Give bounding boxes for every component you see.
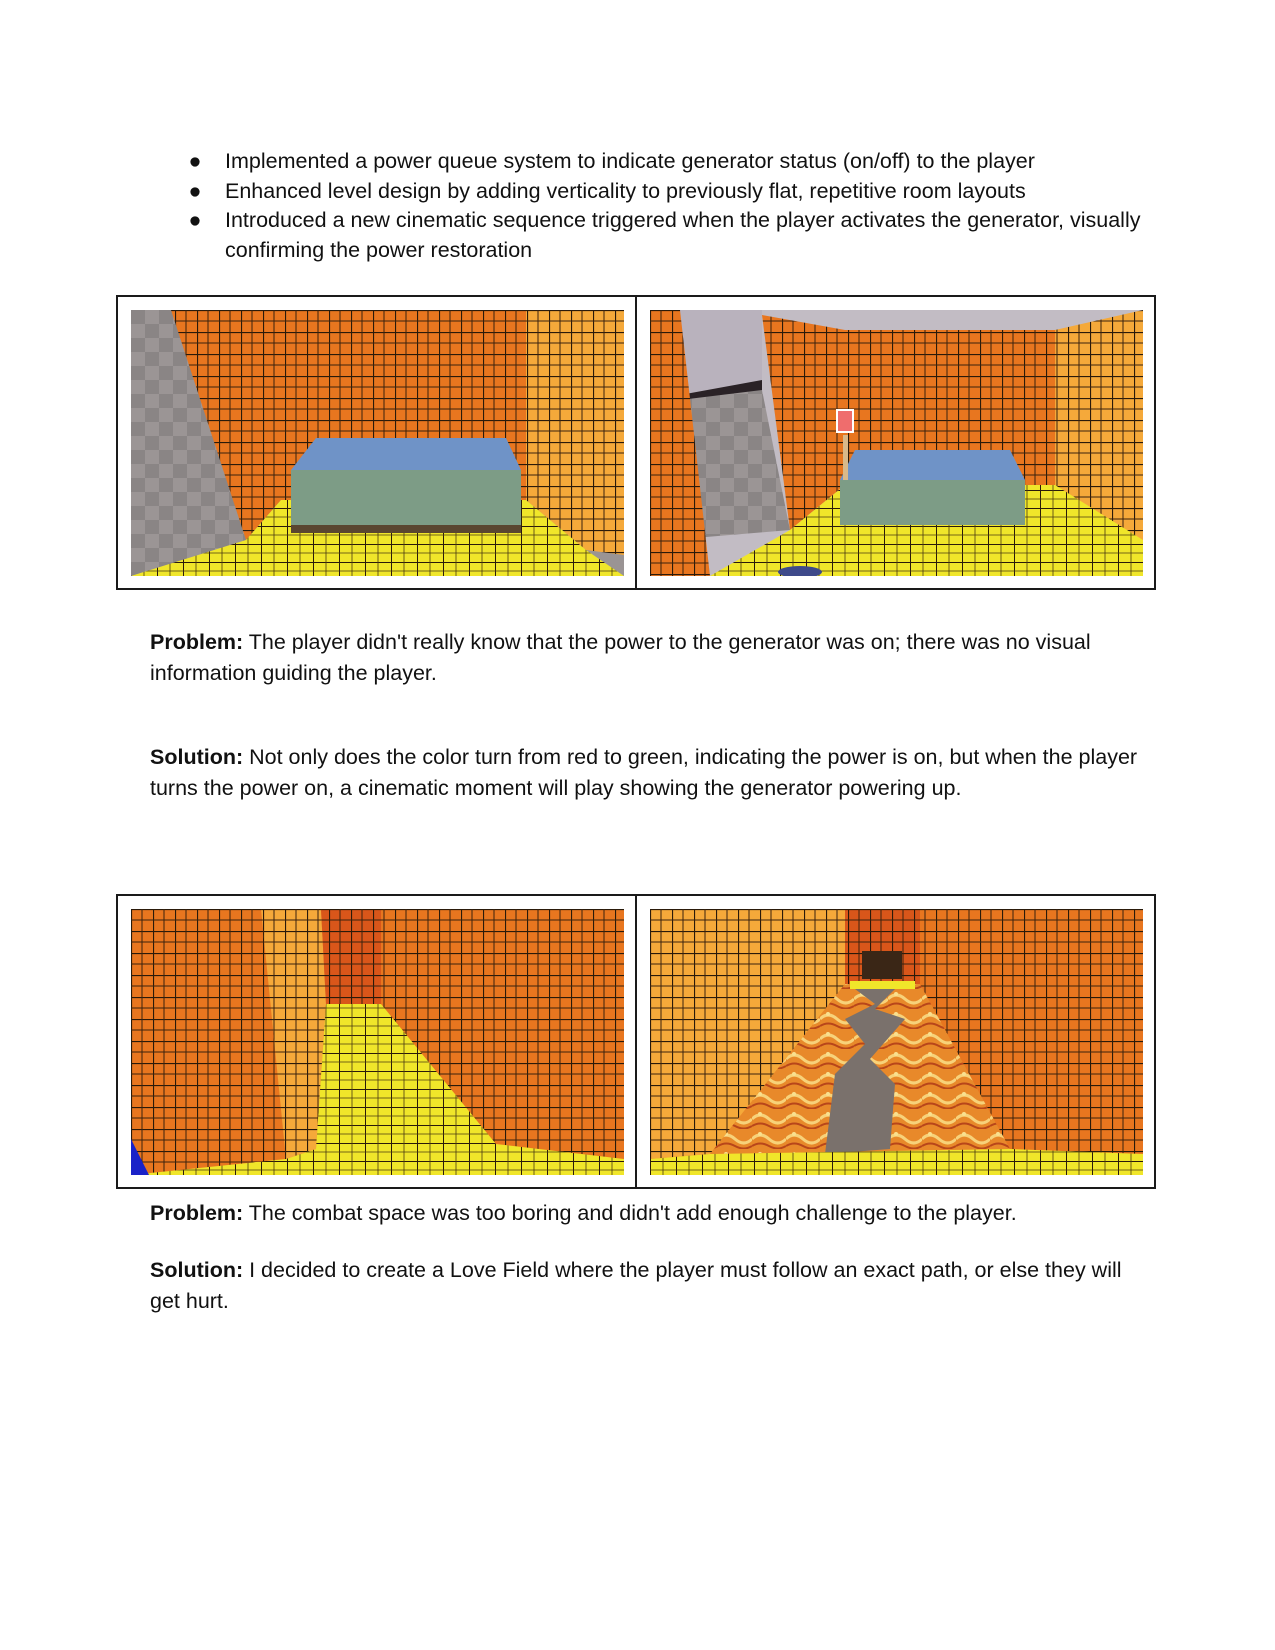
list-item: ● Enhanced level design by adding verticality to previously flat, repetitive room layouts [185,177,1145,207]
generator-room-before-screenshot [131,310,624,576]
generator-room-after-screenshot [650,310,1143,576]
achievement-list [185,147,1145,265]
bullet-glyph: ● [188,149,202,173]
list-item: ● Implemented a power queue system to indicate generator status (on/off) to the player [185,147,1145,177]
solution-paragraph-1: Solution: Not only does the color turn from red to green, indicating the power is on, but when the player turns the power on, a cinematic moment will play showing the generator powering up. [150,745,1138,800]
combat-room-lava-path-screenshot [650,909,1143,1175]
screenshot-table-combat [116,894,1156,1189]
table-cell [118,297,635,588]
bullet-glyph: ● [188,208,202,232]
combat-room-before-screenshot [131,909,624,1175]
table-cell [635,297,1154,588]
solution-paragraph-2: Solution: I decided to create a Love Field where the player must follow an exact path, or else they will get hurt. [150,1258,1122,1313]
screenshot-table-generator [116,295,1156,590]
table-cell [118,896,635,1187]
list-item: ● Introduced a new cinematic sequence triggered when the player activates the generator, visually confirming the power restoration [185,206,1145,265]
bullet-glyph: ● [188,178,202,203]
table-cell [635,896,1154,1187]
problem-paragraph-2: Problem: The combat space was too boring and didn't add enough challenge to the player. [150,1201,1017,1225]
problem-paragraph-1: Problem: The player didn't really know that the power to the generator was on; there was no visual information guiding the player. [150,630,1091,685]
